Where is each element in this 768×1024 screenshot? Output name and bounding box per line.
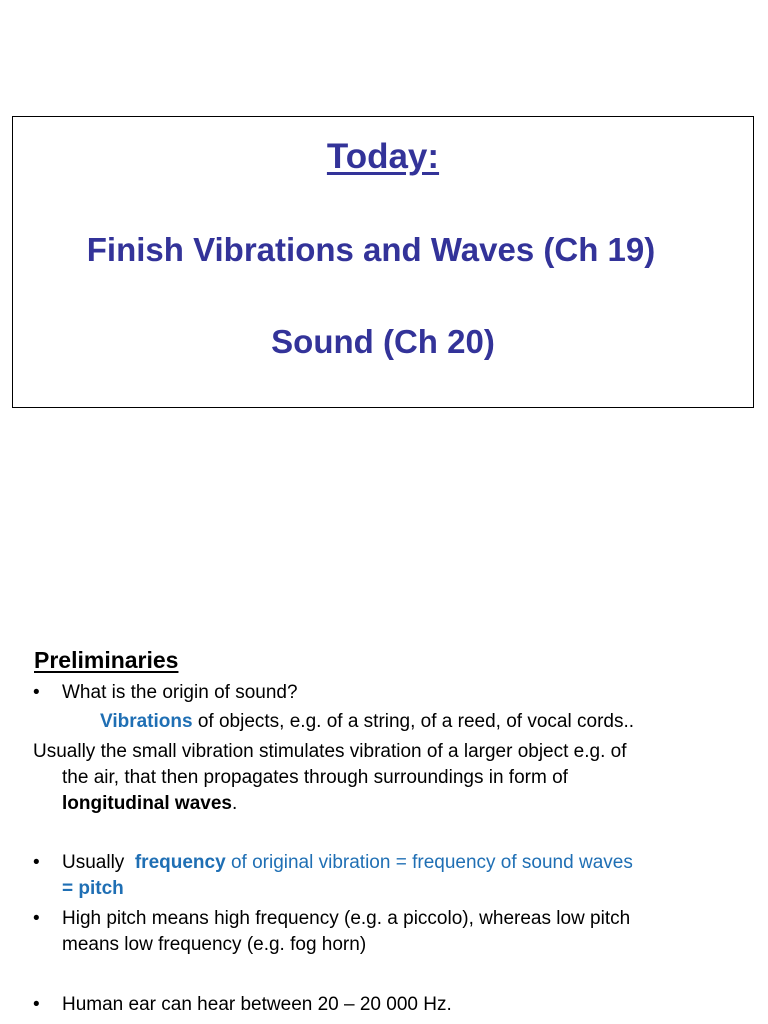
frequency-prefix: Usually: [62, 852, 135, 873]
vibrations-rest: of objects, e.g. of a string, of a reed, of vocal cords..: [192, 711, 635, 732]
usually-line-3: [62, 791, 237, 817]
longitudinal-end: .: [231, 793, 238, 814]
frequency-line: [62, 850, 633, 876]
agenda-item-sound: Sound (Ch 20): [271, 323, 495, 360]
preliminaries-heading: Preliminaries: [34, 647, 179, 673]
frequency-rest: of original vibration = frequency of sound waves: [225, 852, 633, 873]
longitudinal-term: longitudinal waves: [62, 793, 232, 814]
bullet-marker: •: [33, 908, 40, 929]
question-origin: What is the origin of sound?: [62, 682, 298, 703]
vibrations-term: Vibrations: [100, 711, 193, 732]
usually-line-2: the air, that then propagates through surroundings in form of: [62, 767, 568, 788]
human-hearing-line: Human ear can hear between 20 – 20 000 Hz.: [62, 994, 452, 1015]
bullet-marker: •: [33, 682, 40, 703]
slide-title: Today:: [326, 137, 440, 176]
frequency-term: frequency: [134, 852, 226, 873]
bullet-marker: •: [33, 994, 40, 1015]
pitch-line: = pitch: [62, 878, 124, 899]
usually-line-1: Usually the small vibration stimulates vibration of a larger object e.g. of: [33, 741, 627, 762]
slide-title-box: [12, 116, 754, 408]
agenda-item-vibrations: Finish Vibrations and Waves (Ch 19): [86, 231, 656, 268]
vibrations-line: [100, 709, 634, 735]
high-pitch-line-2: means low frequency (e.g. fog horn): [62, 934, 367, 955]
bullet-marker: •: [33, 852, 40, 873]
high-pitch-line-1: High pitch means high frequency (e.g. a piccolo), whereas low pitch: [62, 908, 631, 929]
